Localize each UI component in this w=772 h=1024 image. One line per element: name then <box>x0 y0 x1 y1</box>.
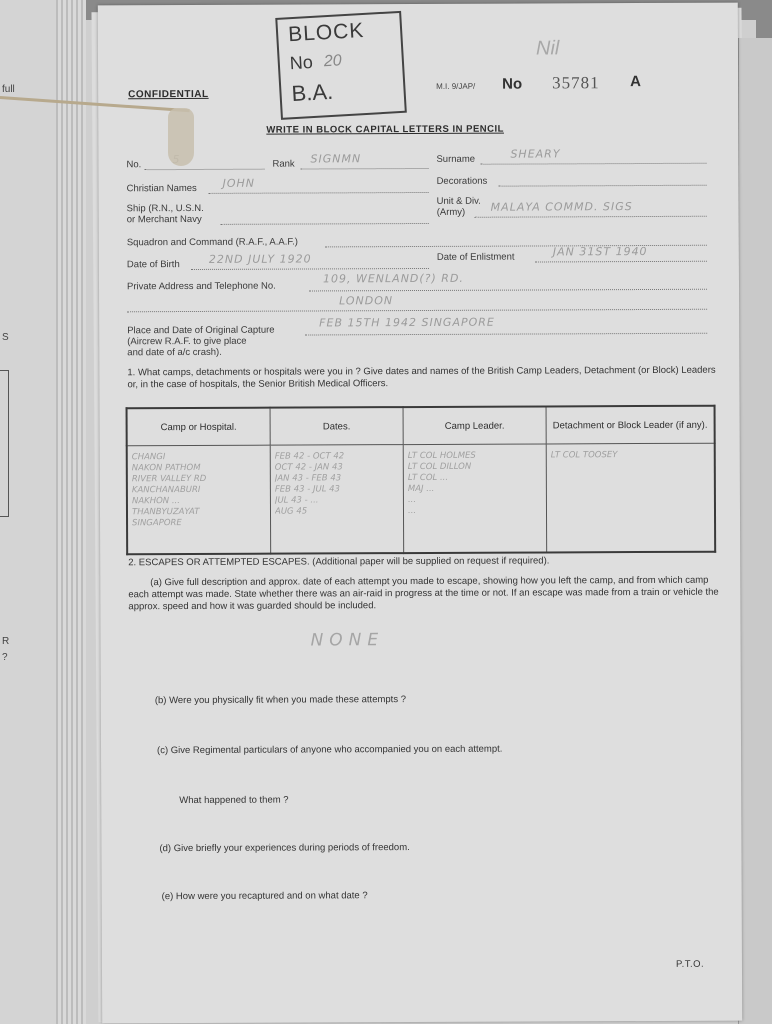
unit-line <box>475 216 707 218</box>
squadron-line <box>325 245 707 248</box>
question-2b: (b) Were you physically fit when you made these attempts ? <box>154 694 407 707</box>
question-2a-answer: NONE <box>310 630 385 651</box>
question-2c-followup: What happened to them ? <box>179 794 289 807</box>
address-line-2 <box>127 309 707 313</box>
surname-line <box>480 163 706 165</box>
capture-label-2: (Aircrew R.A.F. to give place <box>127 335 247 348</box>
leader-column <box>403 444 546 553</box>
enlistment-label: Date of Enlistment <box>436 251 515 263</box>
decorations-line <box>499 185 707 187</box>
stamp-number-handwritten: 20 <box>323 52 343 71</box>
enlistment-line <box>535 261 707 263</box>
left-page-fragment: S <box>2 332 9 343</box>
rank-line <box>300 168 428 170</box>
table-cell: NAKON PATHOM <box>131 462 201 474</box>
left-page-fragment: R <box>2 636 10 647</box>
confidential-label: CONFIDENTIAL <box>128 88 209 101</box>
question-2a: (a) Give full description and approx. date of each attempt you made to escape, showing how you left the camp, and from which camp each attempt was made. State whether there was an air-raid in progress at the time or not. If an escape was made from a train or vehicle the approx. speed and how it was guarded should be included. <box>128 574 719 613</box>
capture-label: Place and Date of Original Capture <box>127 324 275 337</box>
address-value-1: 109, WENLAND(?) RD. <box>322 271 464 286</box>
table-cell: LT COL ... <box>407 472 449 484</box>
christian-names-value: JOHN <box>222 176 255 190</box>
serial-suffix: A <box>630 73 642 91</box>
pencil-nil-mark: Nil <box>535 37 560 60</box>
address-value-2: LONDON <box>339 294 394 308</box>
stamp-block: BLOCK <box>287 18 365 47</box>
no-label: No. <box>126 159 142 171</box>
capture-value: FEB 15TH 1942 SINGAPORE <box>319 315 495 330</box>
table-cell: SINGAPORE <box>132 518 182 529</box>
unit-value: MALAYA COMMD. SIGS <box>490 200 633 214</box>
string-knot <box>168 108 194 166</box>
table-cell: ... <box>407 506 417 517</box>
col-camp-leader: Camp Leader. <box>403 406 546 444</box>
unit-label-2: (Army) <box>436 206 466 218</box>
serial-no-label: No <box>502 75 523 93</box>
stamp-ba: B.A. <box>290 78 334 107</box>
ship-label: Ship (R.N., U.S.N. <box>126 202 204 215</box>
squadron-label: Squadron and Command (R.A.F., A.A.F.) <box>126 236 298 249</box>
pto-label: P.T.O. <box>675 958 705 970</box>
table-cell: ... <box>407 495 417 506</box>
page-stack-edge <box>56 0 86 1024</box>
dates-column <box>270 445 403 554</box>
rank-value: SIGNMN <box>310 152 362 166</box>
table-cell: JAN 43 - FEB 43 <box>274 473 342 484</box>
col-camp-hospital: Camp or Hospital. <box>127 408 271 446</box>
table-cell: MAJ ... <box>407 483 435 495</box>
instruction-heading: WRITE IN BLOCK CAPITAL LETTERS IN PENCIL <box>266 123 504 136</box>
question-2e: (e) How were you recaptured and on what date ? <box>161 890 368 903</box>
table-cell: OCT 42 - JAN 43 <box>274 462 343 473</box>
table-cell: FEB 42 - OCT 42 <box>274 451 345 462</box>
block-stamp <box>275 11 407 120</box>
table-cell: FEB 43 - JUL 43 <box>274 484 340 495</box>
table-cell: AUG 45 <box>274 506 308 517</box>
col-dates: Dates. <box>270 407 403 445</box>
left-page-fragment: ? <box>2 652 8 663</box>
question-2c: (c) Give Regimental particulars of anyone who accompanied you on each attempt. <box>157 743 503 757</box>
table-cell: JUL 43 - ... <box>274 495 319 506</box>
table-cell: CHANGI <box>131 452 166 463</box>
address-line <box>309 289 707 292</box>
pow-questionnaire-form <box>98 3 742 1024</box>
serial-number: 35781 <box>552 73 600 93</box>
left-page <box>0 0 60 1024</box>
dob-value: 22ND JULY 1920 <box>208 252 312 266</box>
left-page-fragment: full <box>2 84 15 95</box>
table-cell: KANCHANABURI <box>131 484 201 496</box>
table-cell: LT COL HOLMES <box>407 450 476 462</box>
table-cell: RIVER VALLEY RD <box>131 473 207 485</box>
ship-label-2: or Merchant Navy <box>126 213 202 226</box>
question-1: 1. What camps, detachments or hospitals were you in ? Give dates and names of the British Camp Leaders, Detachment (or Block) Leaders or, in the case of hospitals, the Senior British Medical Officers. <box>127 364 716 391</box>
table-cell: LT COL TOOSEY <box>550 450 618 461</box>
table-cell: THANBYUZAYAT <box>131 506 200 518</box>
stamp-no: No <box>289 51 314 74</box>
christian-names-label: Christian Names <box>126 182 197 195</box>
right-page-edge <box>738 38 772 1024</box>
rank-label: Rank <box>272 158 295 170</box>
address-label: Private Address and Telephone No. <box>126 280 276 293</box>
form-reference: M.I. 9/JAP/ <box>436 81 476 91</box>
surname-label: Surname <box>436 153 476 165</box>
question-2-title: 2. ESCAPES OR ATTEMPTED ESCAPES. (Additional paper will be supplied on request if required). <box>128 555 550 569</box>
surname-value: SHEARY <box>510 147 561 161</box>
ship-line <box>221 223 429 225</box>
christian-names-line <box>209 192 429 194</box>
camp-table <box>126 405 717 556</box>
table-cell: LT COL DILLON <box>407 461 472 473</box>
decorations-label: Decorations <box>436 175 488 187</box>
dob-label: Date of Birth <box>126 259 180 271</box>
enlistment-value: JAN 31ST 1940 <box>552 245 648 259</box>
dob-line <box>191 268 429 270</box>
col-detachment-leader: Detachment or Block Leader (if any). <box>546 406 715 444</box>
no-line <box>144 169 264 171</box>
table-cell: NAKHON ... <box>131 496 180 507</box>
capture-label-3: and date of a/c crash). <box>127 346 222 359</box>
left-page-box <box>0 370 9 517</box>
question-2d: (d) Give briefly your experiences during periods of freedom. <box>159 842 410 855</box>
unit-label: Unit & Div. <box>436 195 481 207</box>
camp-column <box>127 445 271 554</box>
capture-line <box>305 333 707 336</box>
detachment-column <box>546 443 715 552</box>
